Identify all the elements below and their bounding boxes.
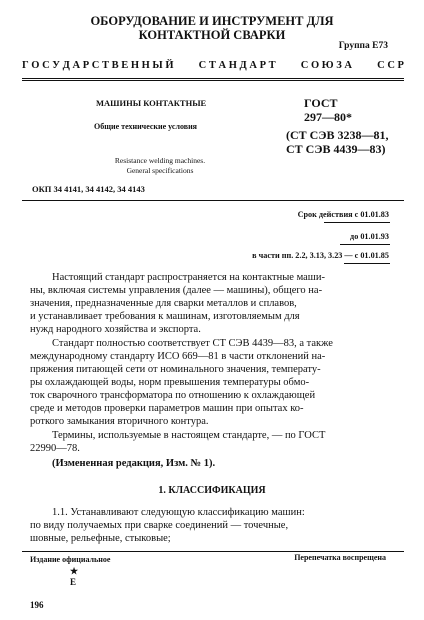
- paragraph-2-line-6: среде и методов проверки параметров машин при опытах ко-: [30, 403, 304, 414]
- paragraph-1-line-1: Настоящий стандарт распространяется на контактные маши-: [52, 272, 326, 283]
- paragraph-1-line-3: значения, предназначенные для сварки металлов и сплавов,: [30, 298, 297, 309]
- paragraph-2-line-1: Стандарт полностью соответствует СТ СЭВ 4439—83, а также: [52, 338, 333, 349]
- paragraph-3-line-1: Термины, используемые в настоящем стандарте, — по ГОСТ: [52, 430, 326, 441]
- header-title-line2: КОНТАКТНОЙ СВАРКИ: [138, 28, 286, 42]
- group-code: Группа Е73: [338, 41, 388, 51]
- section-1-line-2: по виду получаемых при сварке соединений — точечные,: [30, 520, 289, 531]
- header-rule-top: [22, 78, 404, 79]
- state-standard-banner: [22, 60, 404, 71]
- paragraph-3-line-2: 22990—78.: [30, 443, 80, 454]
- okp-codes: ОКП 34 4141, 34 4142, 34 4143: [32, 184, 145, 194]
- paragraph-2-line-7: роткого замыкания вторичного контура.: [30, 416, 209, 427]
- validity-partial: в части пп. 2.2, 3.13, 3.23 — с 01.01.85: [252, 251, 389, 260]
- section-title: 1. КЛАССИФИКАЦИЯ: [158, 485, 266, 496]
- official-edition: Издание официальное: [30, 555, 111, 564]
- gost-label: ГОСТ: [304, 96, 338, 110]
- header-title-line1: ОБОРУДОВАНИЕ И ИНСТРУМЕНТ ДЛЯ: [90, 14, 334, 28]
- validity-from-underline: [324, 222, 390, 223]
- paragraph-2-line-2: международному стандарту ИСО 669—81 в части отклонений на-: [30, 351, 326, 362]
- okp-rule: [22, 200, 404, 201]
- edition-note: (Измененная редакция, Изм. № 1).: [52, 458, 216, 469]
- banner-word-2: С Т А Н Д А Р Т: [198, 60, 276, 71]
- validity-until: до 01.01.93: [350, 232, 389, 241]
- standard-title: МАШИНЫ КОНТАКТНЫЕ: [96, 98, 207, 108]
- validity-from: Срок действия с 01.01.83: [297, 210, 389, 219]
- sev-reference-1: (СТ СЭВ 3238—81,: [286, 128, 389, 142]
- sev-reference-2: СТ СЭВ 4439—83): [286, 142, 386, 156]
- validity-partial-underline: [344, 263, 390, 264]
- paragraph-1-line-4: и устанавливает требования к машинам, изготовляемым для: [30, 311, 300, 322]
- paragraph-1-line-2: ны, включая системы управления (далее — машины), общего на-: [30, 285, 323, 296]
- banner-word-3: С О Ю З А: [300, 60, 352, 71]
- paragraph-2-line-5: ток сварочного трансформатора по отношению к охлаждающей: [30, 390, 316, 401]
- english-title: Resistance welding machines.: [114, 156, 206, 165]
- star-mark: ★: [70, 566, 79, 576]
- english-subtitle: General specifications: [126, 166, 194, 175]
- paragraph-2-line-4: ры охлаждающей воды, норм превышения температуры обмо-: [30, 377, 310, 388]
- paragraph-1-line-5: нужд народного хозяйства и экспорта.: [30, 324, 201, 335]
- banner-word-1: Г О С У Д А Р С Т В Е Н Н Ы Й: [22, 60, 174, 71]
- section-1-line-3: шовные, рельефные, стыковые;: [30, 533, 171, 544]
- reprint-prohibited: Перепечатка воспрещена: [294, 553, 386, 562]
- header-rule-bottom: [22, 80, 404, 81]
- footer-rule: [22, 551, 404, 552]
- section-1-line-1: 1.1. Устанавливают следующую классификацию машин:: [52, 507, 305, 518]
- gost-number: 297—80*: [304, 110, 352, 124]
- validity-until-underline: [340, 244, 390, 245]
- page-number: 196: [30, 600, 44, 610]
- edition-letter: Е: [70, 577, 77, 587]
- paragraph-2-line-3: пряжения питающей сети от номинального значения, температу-: [30, 364, 321, 375]
- banner-word-4: С С Р: [377, 60, 404, 71]
- standard-subtitle: Общие технические условия: [94, 122, 198, 131]
